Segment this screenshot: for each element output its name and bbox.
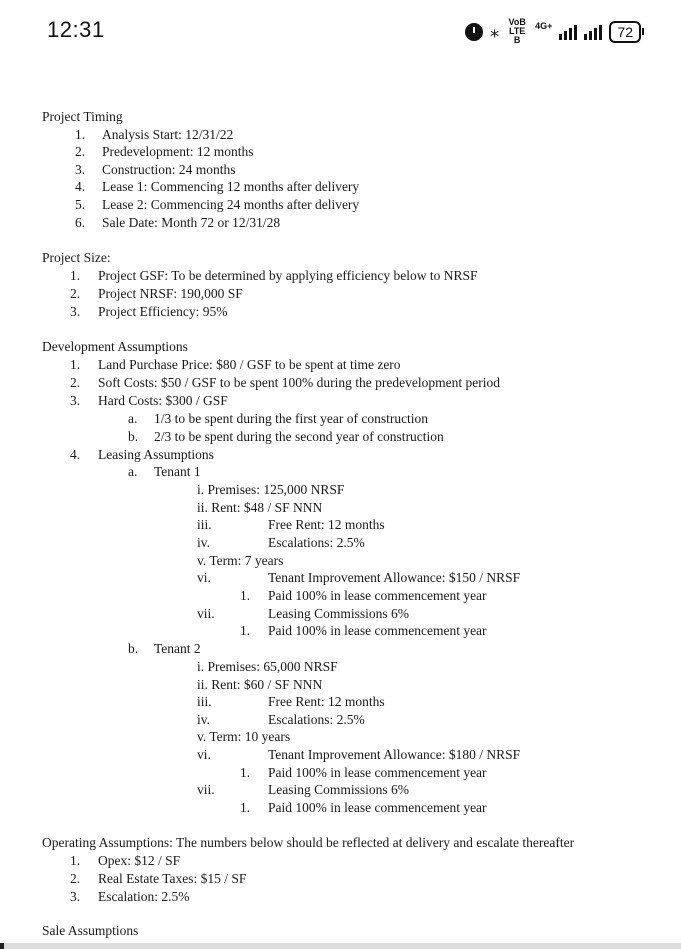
tenant-sub-detail: Paid 100% in lease commencement year [268,623,487,638]
list-item-number: 1. [70,357,81,372]
tenant-detail-number: iii. [197,694,212,709]
tenant-detail: Leasing Commissions 6% [268,782,409,797]
list-item-number: 3. [70,889,81,904]
tenant-detail: Leasing Commissions 6% [268,606,409,621]
list-item: Escalation: 2.5% [98,889,190,904]
section-heading-size: Project Size: [42,250,111,265]
section-heading-timing: Project Timing [42,109,123,124]
status-bar [0,0,681,60]
tenant-name: Tenant 1 [154,464,201,479]
list-item: Real Estate Taxes: $15 / SF [98,871,247,886]
tenant-name: Tenant 2 [154,641,201,656]
tenant-detail: i. Premises: 125,000 NRSF [197,482,345,497]
list-item: Project GSF: To be determined by applying efficiency below to NRSF [98,268,478,283]
section-heading-development: Development Assumptions [42,339,188,354]
tenant-detail: Escalations: 2.5% [268,535,365,550]
list-item-number: 5. [75,197,86,212]
tenant-detail: Tenant Improvement Allowance: $150 / NRSF [268,570,521,585]
list-item: Analysis Start: 12/31/22 [102,126,234,142]
tenant-detail: Tenant Improvement Allowance: $180 / NRSF [268,747,521,762]
tenant-detail-number: vii. [197,782,215,797]
tenant-sub-number: 1. [240,588,251,603]
list-item: Sale Date: Month 72 or 12/31/28 [102,214,281,230]
tenant-detail: Free Rent: 12 months [268,694,385,709]
tenant-detail: ii. Rent: $60 / SF NNN [197,677,323,692]
volte-icon: VoB LTE B [508,17,526,45]
list-item: Project NRSF: 190,000 SF [98,286,243,301]
list-item-number: 1. [70,268,81,283]
bluetooth-icon: ⁎ [490,21,500,41]
list-item: Opex: $12 / SF [98,853,181,868]
tenant-detail-number: iv. [197,535,210,550]
tenant-detail: Escalations: 2.5% [268,712,365,727]
list-item-number: 2. [75,144,86,160]
signal-icon-2 [584,24,602,40]
list-item: Lease 1: Commencing 12 months after delivery [102,179,360,195]
section-heading-sale: Sale Assumptions [42,923,139,938]
tenant-sub-number: 1. [240,765,251,780]
tenant-detail: ii. Rent: $48 / SF NNN [197,500,323,515]
list-item: Project Efficiency: 95% [98,304,228,319]
battery-icon: 72 [609,21,641,43]
tenant-detail: i. Premises: 65,000 NRSF [197,659,338,674]
tenant-sub-number: 1. [240,800,251,815]
tenant-sub-detail: Paid 100% in lease commencement year [268,765,487,780]
sub-item: 2/3 to be spent during the second year of construction [154,429,444,444]
tenant-sub-number: 1. [240,623,251,638]
list-item-number: 2. [70,286,81,301]
signal-icon [559,24,577,40]
sub-item-number: b. [128,429,139,444]
list-item-number: 3. [75,161,86,177]
list-item: Land Purchase Price: $80 / GSF to be spent at time zero [98,357,401,372]
list-item-number: 3. [70,304,81,319]
tenant-detail: v. Term: 7 years [197,553,284,568]
list-item-number: 3. [70,393,81,408]
alarm-icon [465,23,483,41]
tenant-detail: Free Rent: 12 months [268,517,385,532]
list-item-number: 1. [75,126,86,142]
tenant-number: b. [128,641,139,656]
sub-item-number: a. [128,411,138,426]
tenant-detail-number: iv. [197,712,210,727]
section-heading-operating: Operating Assumptions: The numbers below should be reflected at delivery and escalate thereafter [42,835,575,850]
list-item: Soft Costs: $50 / GSF to be spent 100% during the predevelopment period [98,375,500,390]
list-item-number: 2. [70,871,81,886]
tenant-detail: v. Term: 10 years [197,729,291,744]
tenant-number: a. [128,464,138,479]
tenant-sub-detail: Paid 100% in lease commencement year [268,800,487,815]
list-item-number: 4. [70,447,81,462]
tenant-detail-number: vii. [197,606,215,621]
leasing-heading: Leasing Assumptions [98,447,214,462]
list-item-number: 1. [70,853,81,868]
list-item: Construction: 24 months [102,161,236,177]
sub-item: 1/3 to be spent during the first year of construction [154,411,429,426]
list-item-number: 6. [75,214,86,230]
tenant-detail-number: vi. [197,747,211,762]
clock: 12:31 [47,17,105,42]
status-icons [465,18,641,45]
tenant-detail-number: vi. [197,570,211,585]
list-item-number: 4. [75,179,86,195]
list-item: Predevelopment: 12 months [102,144,254,160]
list-item-number: 2. [70,375,81,390]
bottom-scroll-indicator [0,943,681,949]
list-item: Lease 2: Commencing 24 months after delivery [102,197,360,212]
tenant-detail-number: iii. [197,517,212,532]
network-type-label: 4G+ [535,20,553,31]
list-item: Hard Costs: $300 / GSF [98,393,228,408]
tenant-sub-detail: Paid 100% in lease commencement year [268,588,487,603]
